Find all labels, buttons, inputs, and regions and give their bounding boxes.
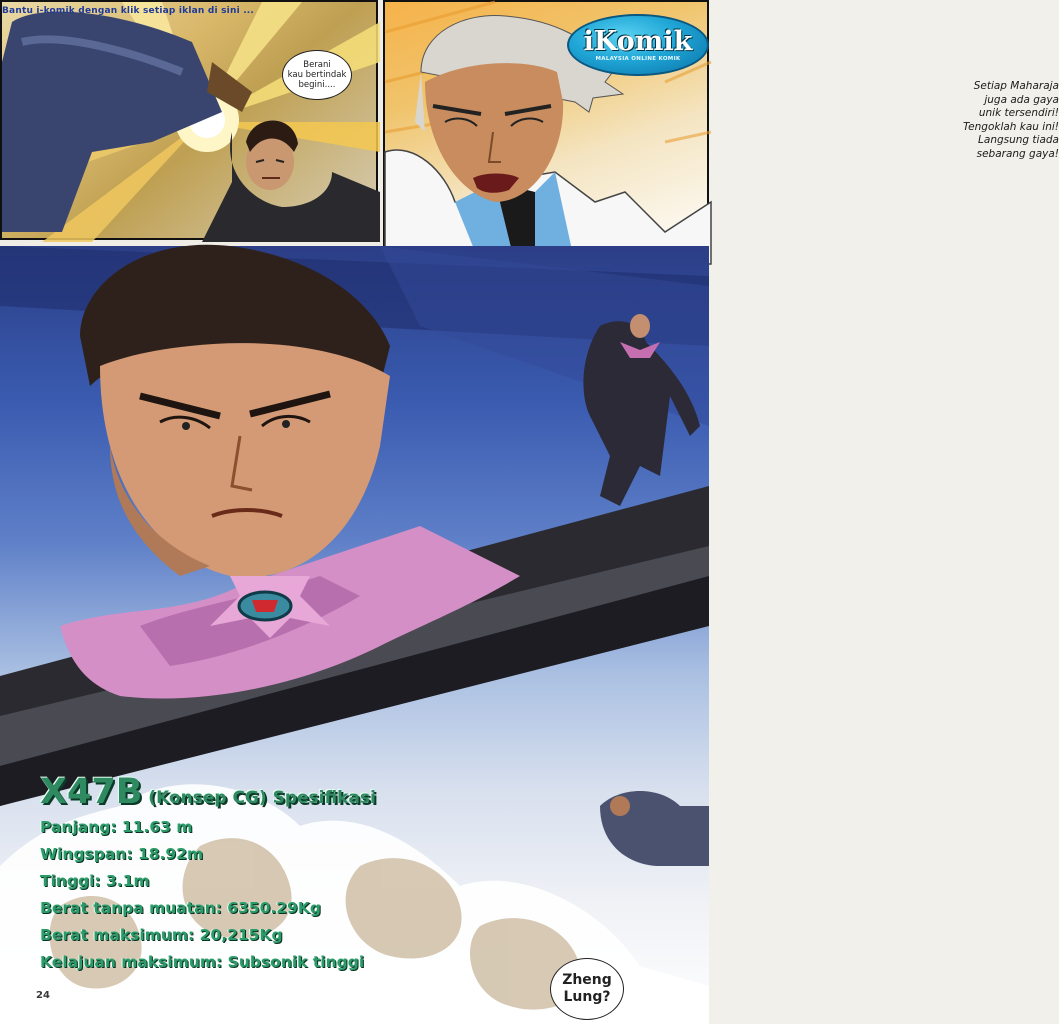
ad-banner-text[interactable]: Bantu i-komik dengan klik setiap iklan di sini ... xyxy=(2,6,255,16)
logo-wordmark: iKomik xyxy=(583,26,693,57)
page-number: 24 xyxy=(36,990,50,1001)
speech-bubble: Berani kau bertindak begini.... xyxy=(282,50,352,100)
spec-line: Berat maksimum: 20,215Kg xyxy=(40,926,283,944)
logo-tagline: MALAYSIA ONLINE KOMIK xyxy=(595,56,681,62)
spec-line: Panjang: 11.63 m xyxy=(40,818,193,836)
narration-text: Setiap Maharaja juga ada gaya unik tersendiri! Tengoklah kau ini! Langsung tiada sebarang gaya! xyxy=(963,80,1059,160)
ikomik-logo[interactable] xyxy=(567,14,709,76)
panel-1-art xyxy=(2,2,380,242)
aircraft-spec-panel xyxy=(40,772,376,976)
spec-model: X47B xyxy=(40,772,143,812)
spec-title xyxy=(40,772,376,812)
spec-line: Wingspan: 18.92m xyxy=(40,845,204,863)
spec-line: Kelajuan maksimum: Subsonik tinggi xyxy=(40,953,365,971)
panel-action-top-left xyxy=(0,0,378,240)
spec-title-suffix: (Konsep CG) Spesifikasi xyxy=(142,788,376,808)
speech-bubble: Zheng Lung? xyxy=(550,958,624,1020)
spec-line: Tinggi: 3.1m xyxy=(40,872,150,890)
spec-line: Berat tanpa muatan: 6350.29Kg xyxy=(40,899,321,917)
